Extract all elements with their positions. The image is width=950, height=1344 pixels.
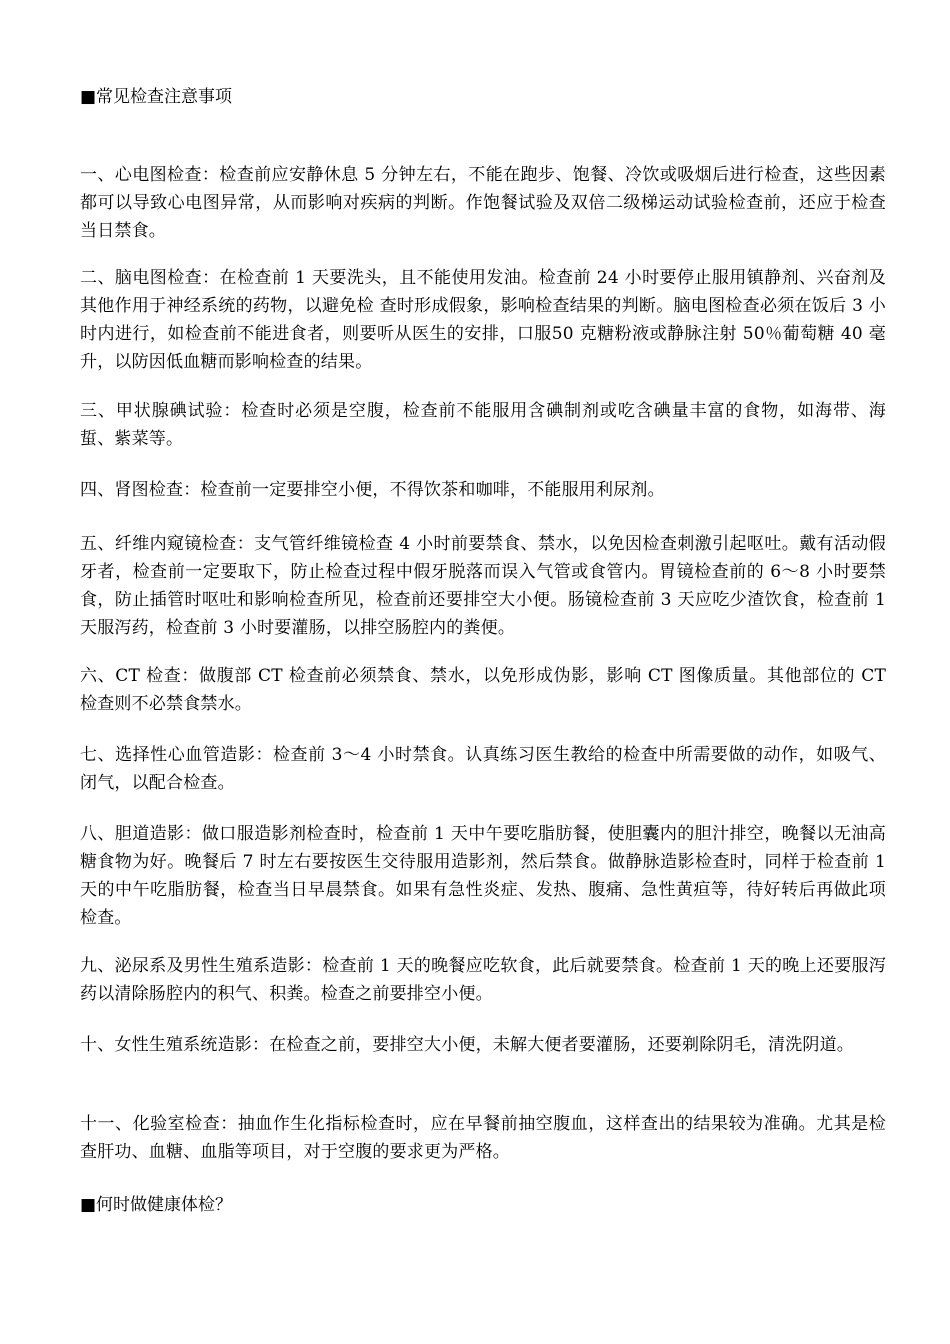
paragraph-angiography: 七、选择性心血管造影：检查前 3～4 小时禁食。认真练习医生教给的检查中所需要做的动作，如吸气、闭气，以配合检查。: [80, 745, 886, 793]
paragraph-urography: 九、泌尿系及男性生殖系造影：检查前 1 天的晚餐应吃软食，此后就要禁食。检查前 1 天的晚上还要服泻药以清除肠腔内的积气、积粪。检查之前要排空小便。: [80, 956, 886, 1004]
paragraph-lab-tests: 十一、化验室检查：抽血作生化指标检查时，应在早餐前抽空腹血，这样查出的结果较为准确。尤其是检查肝功、血糖、血脂等项目，对于空腹的要求更为严格。: [80, 1114, 886, 1162]
paragraph-endoscopy: 五、纤维内窥镜检查：支气管纤维镜检查 4 小时前要禁食、禁水，以免因检查刺激引起呕吐。戴有活动假牙者，检查前一定要取下，防止检查过程中假牙脱落而误入气管或食管内。胃镜检查前的 6～8 小时要禁食，防止插管时呕吐和影响检查所见，检查前还要排空大小便。肠镜检查前 3 天应吃少渣饮食，检查前 1 天服泻药，检查前 3 小时要灌肠，以排空肠腔内的粪便。: [80, 534, 886, 638]
paragraph-female-genital: 十、女性生殖系统造影：在检查之前，要排空大小便，未解大便者要灌肠，还要剃除阴毛，清洗阴道。: [80, 1035, 854, 1055]
section-heading-checkup-timing: ■何时做健康体检？: [80, 1195, 233, 1215]
paragraph-eeg: 二、脑电图检查：在检查前 1 天要洗头，且不能使用发油。检查前 24 小时要停止服用镇静剂、兴奋剂及其他作用于神经系统的药物，以避免检 查时形成假象，影响检查结果的判断。脑电图检查必须在饭后 3 小时内进行，如检查前不能进食者，则要听从医生的安排，口服50 克糖粉液或静脉注射 50％葡萄糖 40 毫升，以防因低血糖而影响检查的结果。: [80, 268, 886, 372]
paragraph-ecg: 一、心电图检查：检查前应安静休息 5 分钟左右，不能在跑步、饱餐、冷饮或吸烟后进行检查，这些因素都可以导致心电图异常，从而影响对疾病的判断。作饱餐试验及双倍二级梯运动试验检查前，还应于检查当日禁食。: [80, 165, 886, 241]
paragraph-cholangiography: 八、胆道造影：做口服造影剂检查时，检查前 1 天中午要吃脂肪餐，使胆囊内的胆汁排空，晚餐以无油高糖食物为好。晚餐后 7 时左右要按医生交待服用造影剂，然后禁食。做静脉造影检查时，同样于检查前 1 天的中午吃脂肪餐，检查当日早晨禁食。如果有急性炎症、发热、腹痛、急性黄疸等，待好转后再做此项检查。: [80, 824, 886, 928]
paragraph-ct: 六、CT 检查：做腹部 CT 检查前必须禁食、禁水，以免形成伪影，影响 CT 图像质量。其他部位的 CT 检查则不必禁食禁水。: [80, 666, 886, 714]
section-heading-exam-notes: ■常见检查注意事项: [80, 87, 233, 107]
paragraph-renogram: 四、肾图检查：检查前一定要排空小便，不得饮茶和咖啡，不能服用利尿剂。: [80, 480, 665, 500]
paragraph-thyroid: 三、甲状腺碘试验：检查时必须是空腹，检查前不能服用含碘制剂或吃含碘量丰富的食物，如海带、海蜇、紫菜等。: [80, 401, 886, 449]
